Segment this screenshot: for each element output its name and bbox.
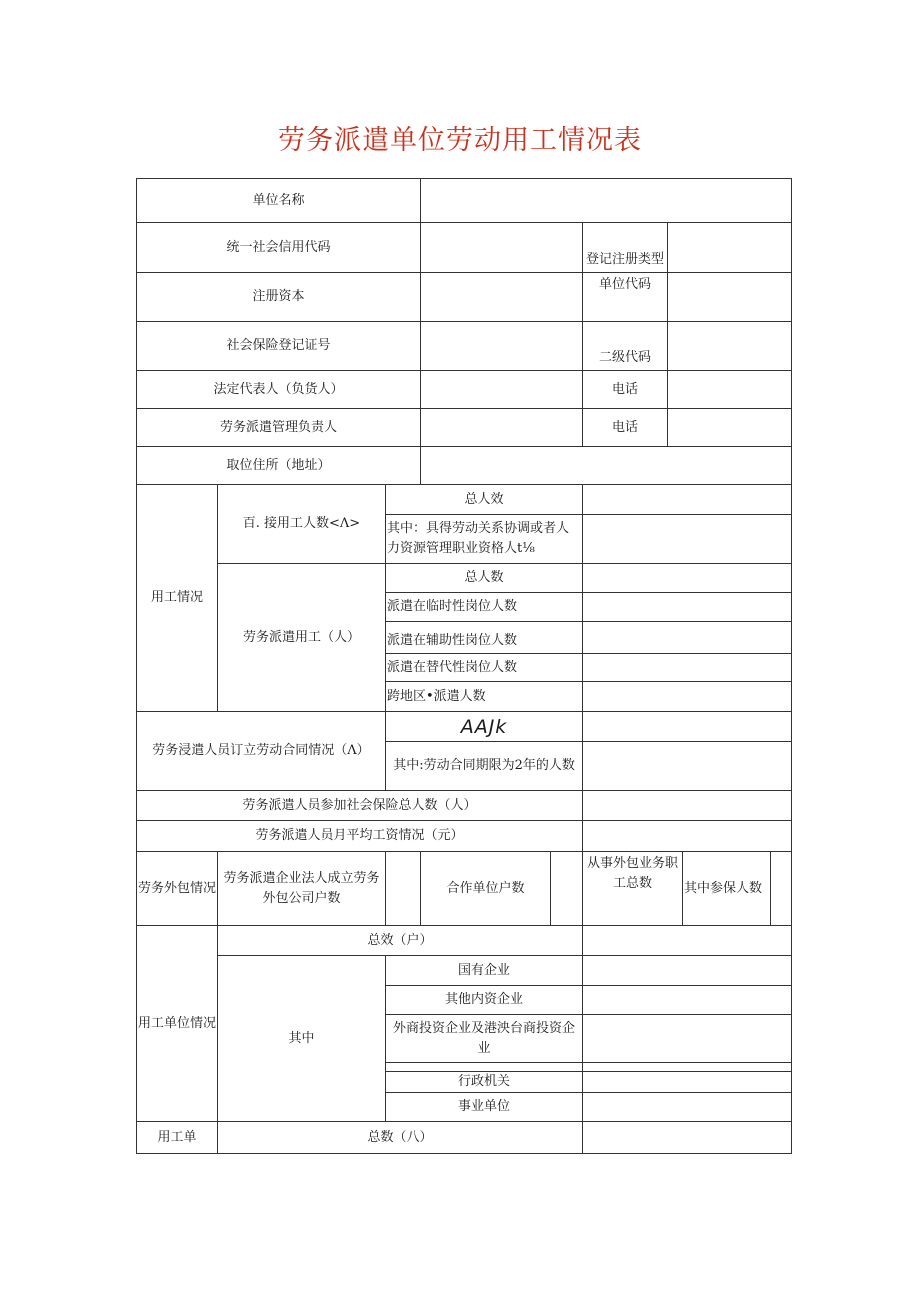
direct-total-input[interactable] bbox=[583, 485, 792, 515]
manager-phone-input[interactable] bbox=[668, 409, 792, 447]
admin-organ-input[interactable] bbox=[583, 1072, 792, 1093]
substitute-post-label: 派遣在替代性岗位人数 bbox=[386, 654, 583, 682]
spacer-cell bbox=[386, 1063, 583, 1072]
public-institution-label: 事业单位 bbox=[386, 1093, 583, 1122]
unit-code-label: 单位代码 bbox=[583, 273, 668, 322]
public-institution-input[interactable] bbox=[583, 1093, 792, 1122]
spacer-input bbox=[583, 1063, 792, 1072]
insured-staff-input[interactable] bbox=[771, 852, 792, 926]
dispatch-manager-input[interactable] bbox=[421, 409, 583, 447]
insured-staff-label: 其中参保人数 bbox=[683, 852, 771, 926]
last-total-label: 总数（八） bbox=[218, 1122, 583, 1154]
dispatch-employment-label: 劳务派遣用工（人） bbox=[218, 564, 386, 712]
auxiliary-post-input[interactable] bbox=[583, 622, 792, 654]
admin-organ-label: 行政机关 bbox=[386, 1072, 583, 1093]
two-year-contract-label: 其中:劳动合同期限为2年的人数 bbox=[386, 742, 583, 791]
social-insurance-label: 社会保险登记证号 bbox=[137, 322, 421, 371]
outsourcing-label: 劳务外包情况 bbox=[137, 852, 218, 926]
employer-units-total-input[interactable] bbox=[583, 926, 792, 956]
auxiliary-post-label: 派遣在辅助性岗位人数 bbox=[386, 622, 583, 654]
employment-section-label: 用工情况 bbox=[137, 485, 218, 712]
reg-capital-input[interactable] bbox=[421, 273, 583, 322]
phone-input[interactable] bbox=[668, 371, 792, 409]
reg-capital-label: 注册资本 bbox=[137, 273, 421, 322]
employer-units-label: 用工单位情况 bbox=[137, 926, 218, 1122]
labor-dispatch-form bbox=[136, 178, 792, 1154]
contract-total-input[interactable] bbox=[583, 712, 792, 742]
social-insurance-input[interactable] bbox=[421, 322, 583, 371]
direct-qualified-input[interactable] bbox=[583, 515, 792, 564]
avg-wage-label: 劳务派遣人员月平均工资情况（元） bbox=[137, 821, 583, 852]
unit-name-label: 单位名称 bbox=[137, 179, 421, 223]
reg-type-label: 登记注册类型 bbox=[583, 223, 668, 273]
social-insurance-total-input[interactable] bbox=[583, 791, 792, 821]
address-input[interactable] bbox=[421, 447, 792, 485]
partner-units-input[interactable] bbox=[551, 852, 583, 926]
dispatch-total-input[interactable] bbox=[583, 564, 792, 593]
state-owned-label: 国有企业 bbox=[386, 956, 583, 986]
cross-region-input[interactable] bbox=[583, 682, 792, 712]
direct-employment-label: 百. 接用工人数<Λ> bbox=[218, 485, 386, 564]
partner-units-label: 合作单位户数 bbox=[421, 852, 551, 926]
credit-code-input[interactable] bbox=[421, 223, 583, 273]
foreign-invested-label: 外商投资企业及港泱台商投资企业 bbox=[386, 1015, 583, 1063]
phone-label: 电话 bbox=[583, 371, 668, 409]
temporary-post-input[interactable] bbox=[583, 593, 792, 622]
substitute-post-input[interactable] bbox=[583, 654, 792, 682]
legal-rep-label: 法定代表人（负货人） bbox=[137, 371, 421, 409]
second-code-label: 二级代码 bbox=[583, 322, 668, 371]
two-year-contract-input[interactable] bbox=[583, 742, 792, 791]
legal-rep-input[interactable] bbox=[421, 371, 583, 409]
outsourcing-companies-label: 劳务派遣企业法人成立劳务外包公司户数 bbox=[218, 852, 386, 926]
foreign-invested-input[interactable] bbox=[583, 1015, 792, 1063]
last-section-label: 用工单 bbox=[137, 1122, 218, 1154]
unit-code-input[interactable] bbox=[668, 273, 792, 322]
direct-qualified-label: 其中：具得劳动关系协调或者人力资源管理职业资格人t⅛ bbox=[386, 515, 583, 564]
dispatch-total-label: 总人数 bbox=[386, 564, 583, 593]
credit-code-label: 统一社会信用代码 bbox=[137, 223, 421, 273]
unit-name-input[interactable] bbox=[421, 179, 792, 223]
outsourcing-companies-input[interactable] bbox=[386, 852, 421, 926]
manager-phone-label: 电话 bbox=[583, 409, 668, 447]
address-label: 取位住所（地址） bbox=[137, 447, 421, 485]
page-title: 劳务派遣单位劳动用工情况表 bbox=[278, 125, 642, 156]
employer-units-total-label: 总效（户） bbox=[218, 926, 583, 956]
domestic-other-input[interactable] bbox=[583, 986, 792, 1015]
cross-region-label: 跨地区•派遣人数 bbox=[386, 682, 583, 712]
temporary-post-label: 派遣在临时性岗位人数 bbox=[386, 593, 583, 622]
of-which-label: 其中 bbox=[218, 956, 386, 1122]
reg-type-input[interactable] bbox=[668, 223, 792, 273]
social-insurance-total-label: 劳务派遣人员参加社会保险总人数（人） bbox=[137, 791, 583, 821]
domestic-other-label: 其他内资企业 bbox=[386, 986, 583, 1015]
second-code-input[interactable] bbox=[668, 322, 792, 371]
outsourcing-staff-label: 从事外包业务职工总数 bbox=[583, 852, 683, 926]
last-total-input[interactable] bbox=[583, 1122, 792, 1154]
direct-total-label: 总人效 bbox=[386, 485, 583, 515]
contract-handwritten: AAJk bbox=[386, 712, 583, 742]
state-owned-input[interactable] bbox=[583, 956, 792, 986]
avg-wage-input[interactable] bbox=[583, 821, 792, 852]
dispatch-manager-label: 劳务派遣管理负责人 bbox=[137, 409, 421, 447]
contract-label: 劳务浸遣人员订立劳动合同情况（Λ） bbox=[137, 712, 386, 791]
